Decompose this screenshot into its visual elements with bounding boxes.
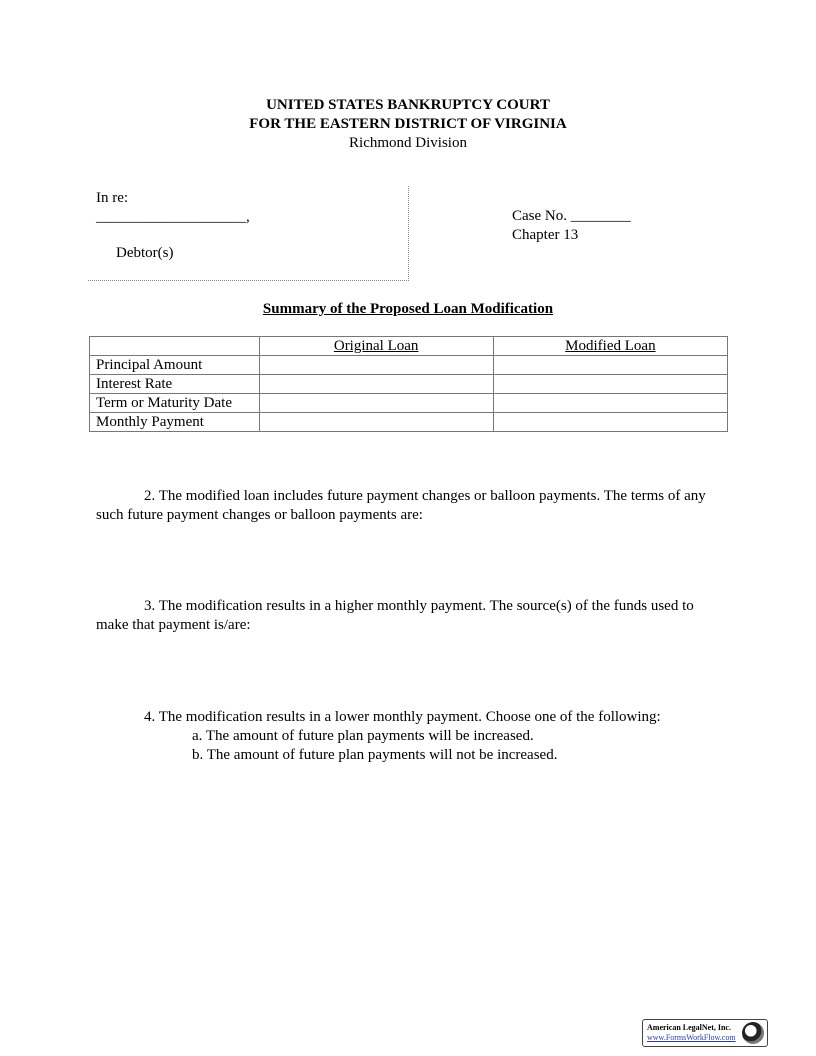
- item-3-paragraph: 3. The modification results in a higher monthly payment. The source(s) of the funds used to make that payment is/are:: [96, 598, 694, 633]
- modified-value-cell[interactable]: [493, 356, 727, 375]
- row-label: Interest Rate: [90, 375, 260, 394]
- logo-swirl-icon: [742, 1022, 764, 1044]
- modified-value-cell[interactable]: [493, 394, 727, 413]
- debtor-label: Debtor(s): [116, 245, 174, 261]
- loan-summary-table: [89, 336, 728, 432]
- modified-value-cell[interactable]: [493, 375, 727, 394]
- header-modified-loan: Modified Loan: [493, 337, 727, 356]
- header-original-loan: Original Loan: [259, 337, 493, 356]
- publisher-logo[interactable]: [642, 1019, 768, 1047]
- modified-value-cell[interactable]: [493, 413, 727, 432]
- original-value-cell[interactable]: [259, 375, 493, 394]
- caption-box: [88, 186, 409, 281]
- row-label: Principal Amount: [90, 356, 260, 375]
- table-row: [90, 375, 728, 394]
- row-label: Term or Maturity Date: [90, 394, 260, 413]
- item-4b-option: b. The amount of future plan payments will not be increased.: [192, 747, 558, 763]
- summary-title: Summary of the Proposed Loan Modification: [262, 301, 554, 317]
- table-row: [90, 356, 728, 375]
- original-value-cell[interactable]: [259, 356, 493, 375]
- row-label: Monthly Payment: [90, 413, 260, 432]
- table-row: [90, 394, 728, 413]
- header-cell-blank: [90, 337, 260, 356]
- court-name: UNITED STATES BANKRUPTCY COURT: [266, 97, 550, 113]
- original-value-cell[interactable]: [259, 413, 493, 432]
- item-2-paragraph: 2. The modified loan includes future payment changes or balloon payments. The terms of any such future payment changes or balloon payments are:: [96, 488, 706, 523]
- publisher-url[interactable]: www.FormsWorkFlow.com: [647, 1033, 736, 1042]
- table-row: [90, 413, 728, 432]
- table-header-row: [90, 337, 728, 356]
- in-re-label: In re:: [96, 190, 129, 206]
- division-name: Richmond Division: [349, 135, 467, 151]
- publisher-name: American LegalNet, Inc.: [647, 1023, 731, 1032]
- case-number: Case No. ________: [512, 208, 631, 224]
- original-value-cell[interactable]: [259, 394, 493, 413]
- chapter-label: Chapter 13: [512, 227, 579, 243]
- debtor-name-line: ____________________,: [96, 209, 250, 225]
- item-4a-option: a. The amount of future plan payments will be increased.: [192, 728, 534, 744]
- district-name: FOR THE EASTERN DISTRICT OF VIRGINIA: [249, 116, 567, 132]
- item-4-paragraph: 4. The modification results in a lower monthly payment. Choose one of the following:: [144, 709, 661, 725]
